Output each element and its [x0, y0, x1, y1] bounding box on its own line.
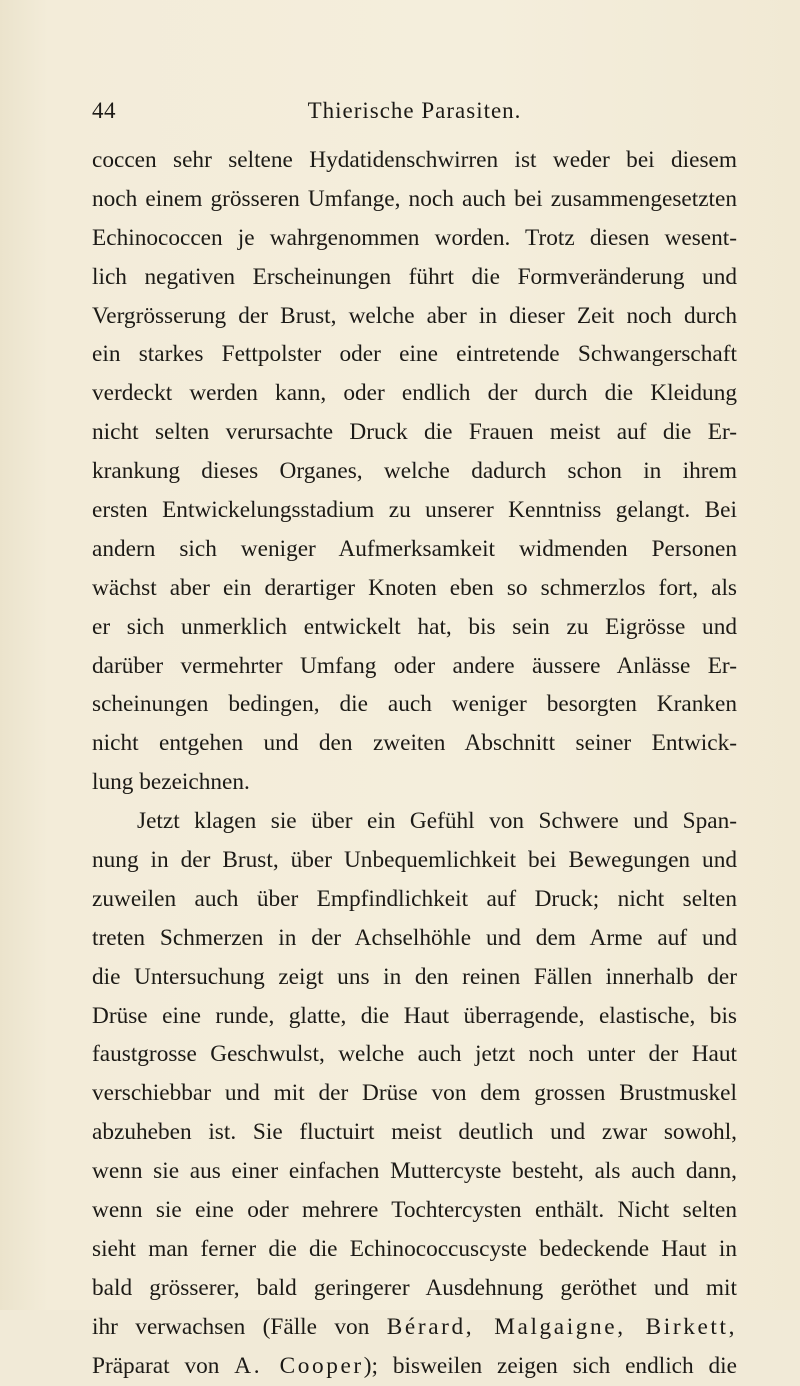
text-line: wenn sie eine oder mehrere Tochtercysten enthält. Nicht selten [92, 1197, 737, 1224]
text-line: wenn sie aus einer einfachen Muttercyste besteht, als auch dann, [92, 1158, 737, 1185]
text-line [92, 1308, 737, 1347]
text-line: wächst aber ein derartiger Knoten eben so schmerzlos fort, als [92, 574, 737, 601]
text-line: darüber vermehrter Umfang oder andere äussere Anlässe Er- [92, 652, 737, 679]
text-line: bald grösserer, bald geringerer Ausdehnung geröthet und mit [92, 1274, 737, 1301]
text-line: sieht man ferner die die Echinococcuscyste bedeckende Haut in [92, 1235, 737, 1262]
text-line: abzuheben ist. Sie fluctuirt meist deutlich und zwar sowohl, [92, 1119, 737, 1146]
running-title: Thierische Parasiten. [307, 98, 522, 123]
text-line: Vergrösserung der Brust, welche aber in dieser Zeit noch durch [92, 302, 737, 329]
text-line: nicht selten verursachte Druck die Frauen meist auf die Er- [92, 419, 737, 446]
text-line: ersten Entwickelungsstadium zu unserer Kenntniss gelangt. Bei [92, 497, 737, 524]
text-line: krankung dieses Organes, welche dadurch schon in ihrem [92, 458, 737, 485]
text-line: er sich unmerklich entwickelt hat, bis sein zu Eigrösse und [92, 613, 737, 640]
text-line: Echinococcen je wahrgenommen worden. Trotz diesen wesent- [92, 224, 737, 251]
text-line: andern sich weniger Aufmerksamkeit widmenden Personen [92, 535, 737, 562]
text-run: ); bisweilen zeigen sich endlich die [363, 1352, 737, 1379]
text-line: nung in der Brust, über Unbequemlichkeit bei Bewegungen und [92, 847, 737, 874]
text-line: scheinungen bedingen, die auch weniger besorgten Kranken [92, 691, 737, 718]
text-line: treten Schmerzen in der Achselhöhle und dem Arme auf und [92, 924, 737, 951]
text-line: die Untersuchung zeigt uns in den reinen Fällen innerhalb der [92, 963, 737, 990]
body-text [92, 141, 737, 1386]
text-line: nicht entgehen und den zweiten Abschnitt seiner Entwick- [92, 730, 737, 757]
text-line: ein starkes Fettpolster oder eine eintretende Schwangerschaft [92, 341, 737, 368]
author-names: Bérard, Malgaigne, Birkett, [386, 1313, 737, 1340]
text-line [92, 1347, 737, 1386]
page-number: 44 [92, 98, 116, 123]
text-line: verschiebbar und mit der Drüse von dem grossen Brustmuskel [92, 1080, 737, 1107]
text-run: ihr verwachsen (Fälle von [92, 1313, 387, 1340]
text-line: lung bezeichnen. [92, 769, 250, 796]
text-run: Präparat von [92, 1352, 235, 1379]
text-line: faustgrosse Geschwulst, welche auch jetzt noch unter der Haut [92, 1041, 737, 1068]
text-line: verdeckt werden kann, oder endlich der durch die Kleidung [92, 380, 737, 407]
text-line: coccen sehr seltene Hydatidenschwirren ist weder bei diesem [92, 147, 737, 173]
text-line: lich negativen Erscheinungen führt die Formveränderung und [92, 263, 737, 290]
text-line: noch einem grösseren Umfange, noch auch bei zusammengesetzten [92, 185, 737, 212]
text-line: Jetzt klagen sie über ein Gefühl von Schwere und Span- [137, 808, 737, 835]
text-line: zuweilen auch über Empfindlichkeit auf Druck; nicht selten [92, 885, 737, 912]
author-name: A. Cooper [234, 1352, 364, 1379]
running-head [92, 98, 737, 132]
text-line: Drüse eine runde, glatte, die Haut überragende, elastische, bis [92, 1002, 737, 1029]
